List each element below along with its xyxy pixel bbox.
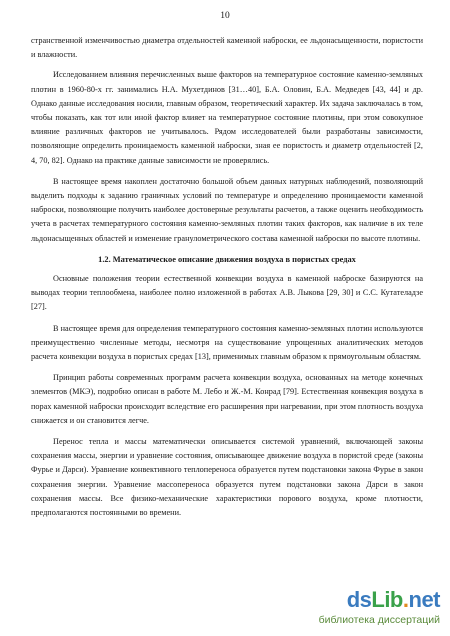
document-body: [31, 34, 423, 527]
dslib-logo: dsLib.net: [346, 587, 440, 612]
paragraph: В настоящее время для определения температурного состояния каменно-земляных плотин используются преимущественно численные методы, несмотря на существование упрощенных аналитических методов расчета конвекции воздуха в пористых средах [13], применимых главным образом к прямоугольным областям.: [31, 323, 423, 362]
paragraph: В настоящее время накоплен достаточно большой объем данных натурных наблюдений, позволяющий выделить подходы к заданию граничных условий по температуре и определению проницаемости каменной наброски, позволяющие получить наиболее достоверные результаты расчетов, а также оценить необходимость учета в расчетах температурного состояния каменно-земляных плотин таких факторов, как наличие в их теле льдонасыщенных областей и изменение гранулометрического состава каменной наброски по высоте плотины.: [31, 176, 423, 243]
section-heading: 1.2. Математическое описание движения воздуха в пористых средах: [98, 254, 356, 264]
page-number: 10: [220, 11, 230, 21]
paragraph-continuation: странственной изменчивостью диаметра отдельностей каменной наброски, ее льдонасыщенности, пористости и влажности.: [31, 36, 423, 60]
dslib-watermark[interactable]: [290, 588, 440, 632]
paragraph: Исследованием влияния перечисленных выше факторов на температурное состояние каменно-земляных плотин в 1960-80-х гг. занимались Н.А. Мухетдинов [31…40], Б.А. Оловин, Б.А. Медведев [43, 44] и др. Однако данные исследования носили, главным образом, теоретический характер. Их задача заключалась в том, чтобы показать, как тот или иной фактор влияет на температурное состояние плотины, при этом совокупное влияние различных факторов не учитывалось. Рядом исследователей были разработаны зависимости, позволяющие определить проницаемость каменной наброски, зная ее пористость и диаметр отдельностей [2, 4, 70, 82]. Однако на практике данные зависимости не проверялись.: [31, 70, 423, 165]
paragraph: Принцип работы современных программ расчета конвекции воздуха, основанных на методе конечных элементов (МКЭ), подробно описан в работе М. Лебо и Ж.-М. Конрад [79]. Естественная конвекция воздуха в порах каменной наброски происходит вследствие его расширения при нагревании, при этом плотность воздуха снижается и он становится легче.: [31, 373, 423, 425]
paragraph: Основные положения теории естественной конвекции воздуха в каменной наброске базируются на выводах теории теплообмена, наиболее полно изложенной в работах А.В. Лыкова [29, 30] и С.С. Кутателадзе [27].: [31, 274, 423, 312]
watermark-subtitle: библиотека диссертаций: [318, 614, 440, 626]
paragraph: Перенос тепла и массы математически описывается системой уравнений, включающей законы сохранения массы, энергии и уравнение состояния, описывающее движение воздуха в пористой среде (законы Фурье и Дарси). Уравнение конвективного теплопереноса образуется путем подстановки закона Фурье в закон сохранения энергии. Уравнение массопереноса образуется путем подстановки закона Дарси в закон сохранения массы. Все физико-механические характеристики порового воздуха, кроме плотности, предполагаются постоянными во времени.: [31, 437, 423, 518]
